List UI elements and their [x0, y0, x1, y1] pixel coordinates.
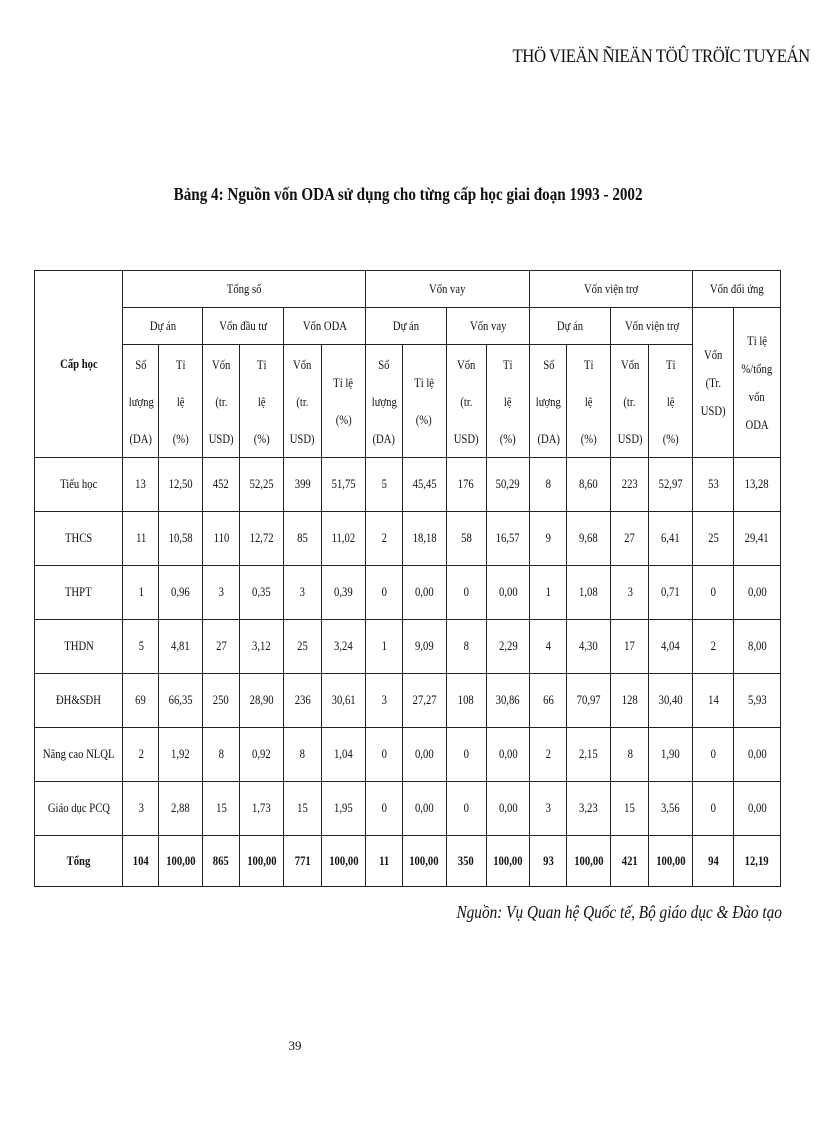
table-cell: 15: [611, 782, 649, 836]
table-cell: 0,00: [486, 728, 530, 782]
table-cell: 5: [123, 620, 159, 674]
table-cell: 70,97: [567, 674, 611, 728]
header-line: Vốn: [620, 356, 639, 372]
header-line: (DA): [372, 430, 396, 446]
table-cell: 30,86: [486, 674, 530, 728]
table-cell: 399: [284, 458, 322, 512]
table-row: [35, 512, 781, 566]
table-cell: 0: [446, 728, 486, 782]
table-cell: 1,95: [321, 782, 365, 836]
row-label: THDN: [35, 620, 123, 674]
table-cell: 223: [611, 458, 649, 512]
subgroup-header: Dự án: [123, 308, 203, 345]
subgroup-header: Vốn vay: [446, 308, 530, 345]
header-line: lệ: [257, 393, 266, 409]
total-row: [35, 836, 781, 887]
table-cell: 0,00: [486, 566, 530, 620]
table-cell: 1: [123, 566, 159, 620]
table-cell: 0: [693, 782, 734, 836]
header-line: (tr.: [623, 393, 636, 409]
table-cell: 100,00: [486, 836, 530, 887]
row-label: THPT: [35, 566, 123, 620]
header-line: (%): [253, 430, 270, 446]
table-cell: 0,00: [733, 728, 780, 782]
table-cell: 30,40: [649, 674, 693, 728]
unit-header: [446, 345, 486, 458]
table-cell: 100,00: [402, 836, 446, 887]
table-cell: 0,00: [402, 566, 446, 620]
header-line: (DA): [537, 430, 560, 446]
table-cell: 4,81: [159, 620, 203, 674]
header-line: Tỉ lệ: [333, 375, 354, 390]
header-line: Tỉ lệ: [747, 332, 767, 348]
table-cell: 771: [284, 836, 322, 887]
table-cell: 3,56: [649, 782, 693, 836]
table-cell: 3,12: [240, 620, 284, 674]
table-cell: 3: [284, 566, 322, 620]
header-line: Tỉ: [176, 356, 186, 372]
header-line: (%): [580, 430, 597, 446]
table-cell: 350: [446, 836, 486, 887]
table-cell: 5: [365, 458, 402, 512]
header-line: (tr.: [460, 393, 473, 409]
unit-header: [365, 345, 402, 458]
table-cell: 421: [611, 836, 649, 887]
table-cell: 2: [123, 728, 159, 782]
header-line: ODA: [745, 416, 769, 432]
table-cell: 1: [365, 620, 402, 674]
row-label: Nâng cao NLQL: [35, 728, 123, 782]
group-header: Vốn viện trợ: [530, 271, 693, 308]
header-line: lệ: [666, 393, 675, 409]
table-cell: 0: [365, 782, 402, 836]
header-line: (DA): [129, 430, 153, 446]
group-header: Vốn đối ứng: [693, 271, 781, 308]
header-line: USD): [617, 430, 643, 446]
table-cell: 0,00: [402, 782, 446, 836]
table-cell: 110: [203, 512, 240, 566]
table-cell: 8: [284, 728, 322, 782]
table-cell: 66,35: [159, 674, 203, 728]
table-cell: 0: [446, 782, 486, 836]
unit-header: [402, 345, 446, 458]
table-cell: 1,73: [240, 782, 284, 836]
subgroup-header: Dự án: [365, 308, 446, 345]
table-cell: 3: [365, 674, 402, 728]
table-cell: 0,00: [733, 566, 780, 620]
table-cell: 0: [446, 566, 486, 620]
header-line: (tr.: [215, 393, 228, 409]
table-row: [35, 620, 781, 674]
unit-header: [486, 345, 530, 458]
row-label: Giáo dục PCQ: [35, 782, 123, 836]
header-line: Vốn: [293, 356, 312, 372]
header-line: %/tổng: [741, 360, 773, 376]
table-cell: 13: [123, 458, 159, 512]
table-cell: 28,90: [240, 674, 284, 728]
table-cell: 3: [203, 566, 240, 620]
header-line: Vốn: [703, 346, 723, 362]
table-cell: 15: [203, 782, 240, 836]
table-cell: 3,24: [321, 620, 365, 674]
table-cell: 11: [365, 836, 402, 887]
table-cell: 50,29: [486, 458, 530, 512]
table-cell: 25: [693, 512, 734, 566]
table-row: [35, 674, 781, 728]
header-line: Vốn: [456, 356, 476, 372]
row-label: ĐH&SĐH: [35, 674, 123, 728]
table-cell: 2,29: [486, 620, 530, 674]
table-cell: 9,09: [402, 620, 446, 674]
group-header: Tổng số: [123, 271, 365, 308]
subgroup-header: Vốn đầu tư: [203, 308, 284, 345]
table-cell: 2: [693, 620, 734, 674]
header-line: USD): [208, 430, 234, 446]
table-cell: 0,71: [649, 566, 693, 620]
header-line: (Tr.: [705, 374, 721, 390]
table-cell: 53: [693, 458, 734, 512]
subgroup-header: Vốn viện trợ: [611, 308, 693, 345]
header-line: (%): [662, 430, 679, 446]
table-cell: 1,04: [321, 728, 365, 782]
row-label: Tiểu học: [35, 458, 123, 512]
unit-header: [567, 345, 611, 458]
source-note: Nguồn: Vụ Quan hệ Quốc tế, Bộ giáo dục & Đào tạo: [456, 902, 782, 922]
table-cell: 85: [284, 512, 322, 566]
unit-header: [649, 345, 693, 458]
header-line: lượng: [128, 393, 154, 409]
table-cell: 51,75: [321, 458, 365, 512]
table-cell: 3: [123, 782, 159, 836]
table-cell: 66: [530, 674, 567, 728]
unit-header: [203, 345, 240, 458]
table-cell: 0: [693, 728, 734, 782]
table-cell: 9: [530, 512, 567, 566]
table-cell: 0: [693, 566, 734, 620]
table-cell: 8: [530, 458, 567, 512]
table-cell: 0,00: [486, 782, 530, 836]
header-line: (%): [335, 412, 352, 427]
table-cell: 0,96: [159, 566, 203, 620]
row-label: THCS: [35, 512, 123, 566]
unit-header: [123, 345, 159, 458]
subgroup-header: Vốn ODA: [284, 308, 366, 345]
table-cell: 5,93: [733, 674, 780, 728]
header-line: vốn: [748, 388, 765, 404]
unit-header: [159, 345, 203, 458]
table-row: [35, 782, 781, 836]
row-header-cell: Cấp học: [35, 271, 123, 458]
table-cell: 14: [693, 674, 734, 728]
table-cell: 6,41: [649, 512, 693, 566]
table-cell: 11: [123, 512, 159, 566]
page-number: 39: [288, 1038, 302, 1053]
table-cell: 25: [284, 620, 322, 674]
header-line: (%): [416, 412, 433, 427]
table-cell: 100,00: [649, 836, 693, 887]
table-cell: 58: [446, 512, 486, 566]
header-line: Tỉ: [665, 356, 676, 372]
table-cell: 0,00: [733, 782, 780, 836]
table-cell: 1,90: [649, 728, 693, 782]
table-cell: 12,72: [240, 512, 284, 566]
table-cell: 69: [123, 674, 159, 728]
table-cell: 104: [123, 836, 159, 887]
table-cell: 865: [203, 836, 240, 887]
table-cell: 27,27: [402, 674, 446, 728]
table-cell: 94: [693, 836, 734, 887]
table-cell: 4: [530, 620, 567, 674]
table-row: [35, 566, 781, 620]
table-cell: 9,68: [567, 512, 611, 566]
header-line: lệ: [584, 393, 593, 409]
table-cell: 13,28: [733, 458, 780, 512]
table-cell: 2,88: [159, 782, 203, 836]
table-cell: 8: [203, 728, 240, 782]
header-line: Tỉ: [584, 356, 594, 372]
table-cell: 2,15: [567, 728, 611, 782]
table-cell: 45,45: [402, 458, 446, 512]
table-cell: 0,92: [240, 728, 284, 782]
table-cell: 17: [611, 620, 649, 674]
subgroup-header: Dự án: [530, 308, 611, 345]
header-line: lệ: [504, 393, 512, 409]
header-line: (tr.: [296, 393, 309, 409]
header-line: USD): [700, 402, 726, 418]
row-label: Tổng: [35, 836, 123, 887]
table-title: Bảng 4: Nguồn vốn ODA sử dụng cho từng cấp học giai đoạn 1993 - 2002: [173, 184, 643, 204]
library-header: THÖ VIEÄN ÑIEÄN TÖÛ TRÖÏC TUYEÁN: [512, 46, 810, 67]
header-line: Số: [135, 356, 147, 372]
table-cell: 27: [611, 512, 649, 566]
table-cell: 0: [365, 728, 402, 782]
header-line: lượng: [535, 393, 561, 409]
table-cell: 27: [203, 620, 240, 674]
table-cell: 100,00: [159, 836, 203, 887]
header-line: Số: [542, 356, 555, 372]
table-cell: 52,25: [240, 458, 284, 512]
table-row: [35, 728, 781, 782]
unit-header: [284, 345, 322, 458]
table-cell: 93: [530, 836, 567, 887]
table-row: [35, 458, 781, 512]
header-line: Tỉ: [503, 356, 513, 372]
header-line: Số: [378, 356, 390, 372]
table-cell: 0: [365, 566, 402, 620]
header-line: (%): [500, 430, 517, 446]
counterpart-capital-header: [693, 308, 734, 458]
table-cell: 108: [446, 674, 486, 728]
header-line: lượng: [371, 393, 397, 409]
table-cell: 8,00: [733, 620, 780, 674]
group-header: Vốn vay: [365, 271, 530, 308]
table-cell: 0,39: [321, 566, 365, 620]
table-cell: 0,35: [240, 566, 284, 620]
table-cell: 18,18: [402, 512, 446, 566]
table-cell: 29,41: [733, 512, 780, 566]
header-line: lệ: [176, 393, 185, 409]
unit-header: [240, 345, 284, 458]
header-line: Tỉ: [256, 356, 267, 372]
header-line: USD): [290, 430, 315, 446]
table-cell: 2: [530, 728, 567, 782]
table-cell: 250: [203, 674, 240, 728]
table-cell: 8: [611, 728, 649, 782]
table-cell: 100,00: [567, 836, 611, 887]
unit-header: [321, 345, 365, 458]
header-line: Tỉ lệ: [414, 375, 435, 390]
table-cell: 52,97: [649, 458, 693, 512]
header-line: (%): [172, 430, 189, 446]
oda-table: [34, 270, 781, 887]
table-cell: 100,00: [240, 836, 284, 887]
table-cell: 12,19: [733, 836, 780, 887]
table-cell: 3: [611, 566, 649, 620]
table-cell: 128: [611, 674, 649, 728]
table-cell: 16,57: [486, 512, 530, 566]
table-cell: 176: [446, 458, 486, 512]
unit-header: [530, 345, 567, 458]
header-line: Vốn: [211, 356, 231, 372]
table-cell: 236: [284, 674, 322, 728]
table-cell: 3: [530, 782, 567, 836]
table-cell: 452: [203, 458, 240, 512]
table-cell: 15: [284, 782, 322, 836]
table-cell: 4,30: [567, 620, 611, 674]
counterpart-ratio-header: [733, 308, 780, 458]
table-cell: 4,04: [649, 620, 693, 674]
table-cell: 3,23: [567, 782, 611, 836]
table-cell: 1,08: [567, 566, 611, 620]
header-line: USD): [453, 430, 479, 446]
table-cell: 10,58: [159, 512, 203, 566]
table-cell: 30,61: [321, 674, 365, 728]
table-cell: 8,60: [567, 458, 611, 512]
table-cell: 2: [365, 512, 402, 566]
table-cell: 0,00: [402, 728, 446, 782]
table-cell: 1,92: [159, 728, 203, 782]
table-cell: 12,50: [159, 458, 203, 512]
table-cell: 8: [446, 620, 486, 674]
table-cell: 11,02: [321, 512, 365, 566]
table-cell: 1: [530, 566, 567, 620]
unit-header: [611, 345, 649, 458]
table-cell: 100,00: [321, 836, 365, 887]
